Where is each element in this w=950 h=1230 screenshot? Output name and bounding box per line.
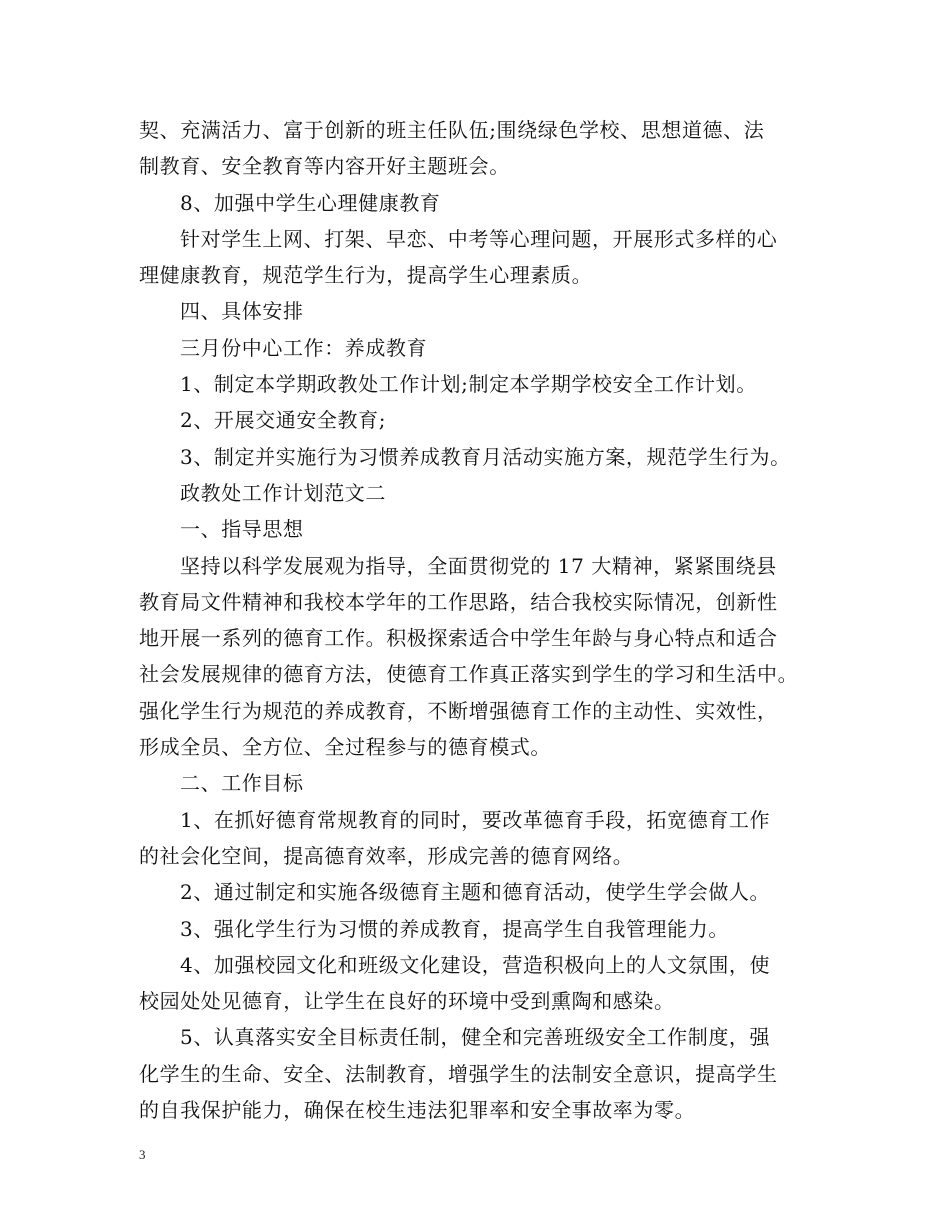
text-line: 8、加强中学生心理健康教育	[180, 190, 441, 215]
text-line: 的自我保护能力，确保在校生违法犯罪率和安全事故率为零。	[139, 1098, 696, 1123]
text-line: 坚持以科学发展观为指导，全面贯彻党的 17 大精神，紧紧围绕县	[180, 553, 777, 578]
text-line: 社会发展规律的德育方法，使德育工作真正落实到学生的学习和生活中。	[139, 662, 799, 687]
text-line: 教育局文件精神和我校本学年的工作思路，结合我校实际情况，创新性	[139, 589, 778, 614]
text-line: 5、认真落实安全目标责任制，健全和完善班级安全工作制度，强	[180, 1025, 771, 1050]
text-line: 理健康教育，规范学生行为，提高学生心理素质。	[139, 263, 593, 288]
text-line: 的社会化空间，提高德育效率，形成完善的德育网络。	[139, 843, 634, 868]
text-line: 3、制定并实施行为习惯养成教育月活动实施方案，规范学生行为。	[180, 444, 791, 469]
text-line: 四、具体安排	[180, 299, 304, 324]
text-line: 校园处处见德育，让学生在良好的环境中受到熏陶和感染。	[139, 989, 675, 1014]
text-line: 3、强化学生行为习惯的养成教育，提高学生自我管理能力。	[180, 916, 729, 941]
text-line: 2、通过制定和实施各级德育主题和德育活动，使学生学会做人。	[180, 880, 771, 905]
text-line: 形成全员、全方位、全过程参与的德育模式。	[139, 735, 551, 760]
text-line: 契、充满活力、富于创新的班主任队伍;围绕绿色学校、思想道德、法	[139, 118, 765, 142]
text-line: 1、在抓好德育常规教育的同时，要改革德育手段，拓宽德育工作	[180, 807, 771, 832]
text-line: 化学生的生命、安全、法制教育，增强学生的法制安全意识，提高学生	[139, 1061, 778, 1086]
text-line: 地开展一系列的德育工作。积极探索适合中学生年龄与身心特点和适合	[139, 626, 778, 651]
text-line: 2、开展交通安全教育;	[180, 408, 387, 433]
text-line: 二、工作目标	[180, 771, 304, 796]
text-line: 三月份中心工作：养成教育	[180, 335, 428, 360]
text-line: 政教处工作计划范文二	[180, 480, 386, 505]
text-line: 一、指导思想	[180, 517, 304, 542]
text-line: 制教育、安全教育等内容开好主题班会。	[139, 154, 510, 179]
text-line: 4、加强校园文化和班级文化建设，营造积极向上的人文氛围，使	[180, 952, 771, 977]
text-line: 强化学生行为规范的养成教育，不断增强德育工作的主动性、实效性，	[139, 698, 778, 723]
page-number: 3	[139, 1147, 146, 1162]
document-body	[139, 112, 814, 1128]
text-line: 1、制定本学期政教处工作计划;制定本学期学校安全工作计划。	[180, 372, 757, 397]
text-line: 针对学生上网、打架、早恋、中考等心理问题，开展形式多样的心	[180, 226, 778, 251]
